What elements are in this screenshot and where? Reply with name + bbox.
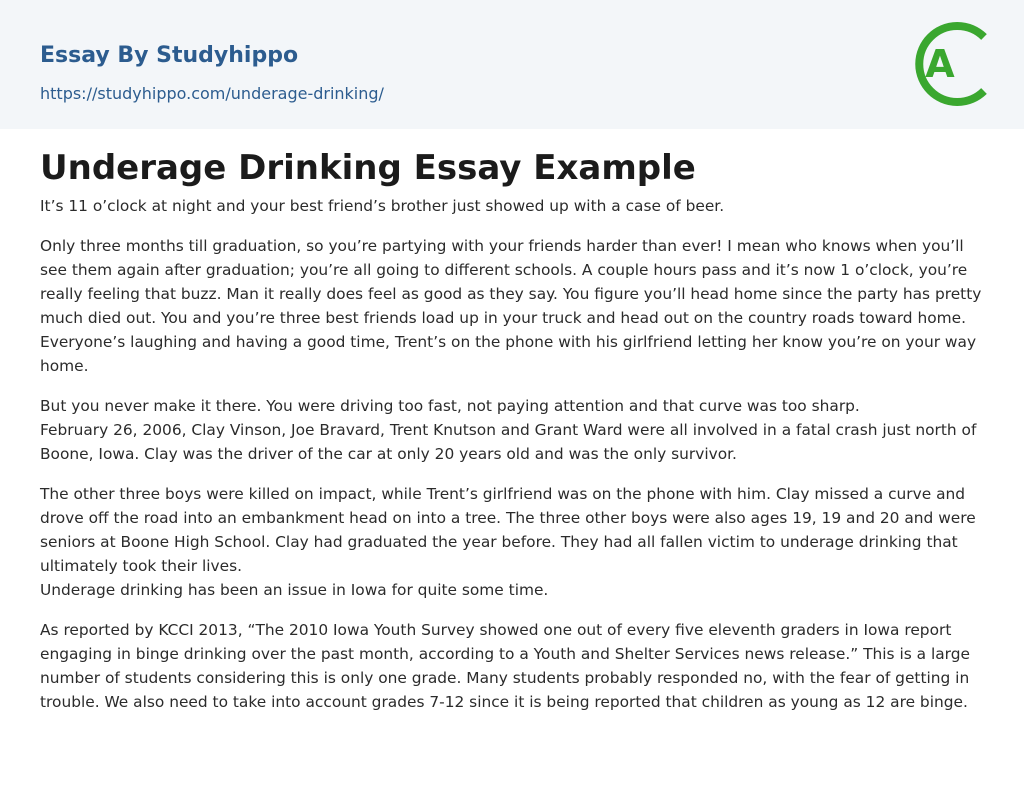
essay-paragraph: But you never make it there. You were driving too fast, not paying attention and that curve was too sharp. February 26, 2006, Clay Vinson, Joe Bravard, Trent Knutson and Grant Ward were all involved in a fatal crash just north of Boone, Iowa. Clay was the driver of the car at only 20 years old and was the only survivor. — [40, 397, 977, 463]
essay-title: Underage Drinking Essay Example — [40, 148, 696, 188]
essay-paragraph: The other three boys were killed on impact, while Trent’s girlfriend was on the phone with him. Clay missed a curve and drove off the road into an embankment head on into a tree. The three other boys were also ages 19, 19 and 20 and were seniors at Boone High School. Clay had graduated the year before. They had all fallen victim to underage drinking that ultimately took their lives. Underage drinking has been an issue in Iowa for quite some time. — [40, 485, 976, 599]
site-title[interactable]: Essay By Studyhippo — [40, 43, 299, 68]
essay-paragraph: As reported by KCCI 2013, “The 2010 Iowa Youth Survey showed one out of every five eleventh graders in Iowa report engaging in binge drinking over the past month, according to a Youth and Shelter Services news release.” This is a large number of students considering this is only one grade. Many students probably responded no, with the fear of getting in trouble. We also need to take into account grades 7-12 since it is being reported that children as young as 12 are binge. — [40, 621, 970, 711]
essay-paragraph: It’s 11 o’clock at night and your best friend’s brother just showed up with a case of beer. — [40, 197, 725, 215]
logo-letter: A — [925, 42, 955, 86]
studyhippo-logo-icon[interactable] — [896, 10, 1004, 118]
essay-body — [40, 194, 990, 730]
source-url-link[interactable]: https://studyhippo.com/underage-drinking/ — [40, 84, 384, 103]
essay-paragraph: Only three months till graduation, so you’re partying with your friends harder than ever! I mean who knows when you’ll see them again after graduation; you’re all going to different schools. A couple hours pass and it’s now 1 o’clock, you’re really feeling that buzz. Man it really does feel as good as they say. You figure you’ll head home since the party has pretty much died out. You and you’re three best friends load up in your truck and head out on the country roads toward home. Everyone’s laughing and having a good time, Trent’s on the phone with his girlfriend letting her know you’re on your way home. — [40, 237, 982, 375]
